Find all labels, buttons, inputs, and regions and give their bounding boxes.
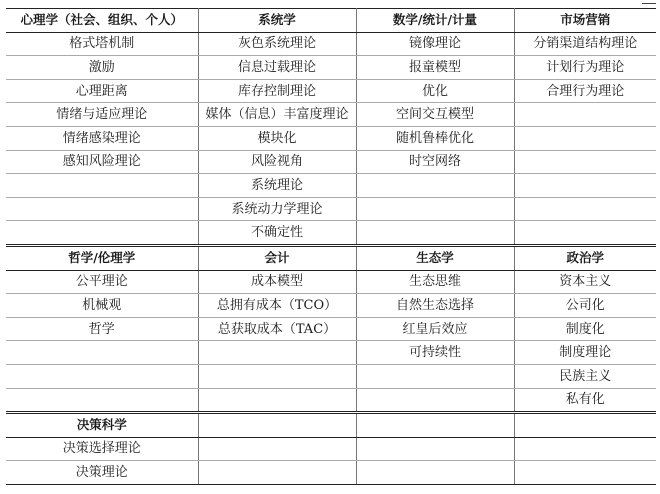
table-row <box>6 461 656 485</box>
table-row <box>6 79 656 103</box>
theory-cell: 报童模型 <box>356 56 514 80</box>
theory-cell: 生态思维 <box>356 270 514 294</box>
theory-cell: 总拥有成本（TCO） <box>198 294 356 318</box>
theory-cell: 信息过载理论 <box>198 56 356 80</box>
theory-cell <box>356 461 514 485</box>
theory-cell: 资本主义 <box>514 270 656 294</box>
theory-cell <box>356 388 514 413</box>
theory-cell: 民族主义 <box>514 364 656 388</box>
discipline-header <box>198 413 356 438</box>
theory-cell: 红皇后效应 <box>356 317 514 341</box>
theory-cell: 灰色系统理论 <box>198 32 356 56</box>
theory-cell: 制度化 <box>514 317 656 341</box>
theory-cell: 格式塔机制 <box>6 32 198 56</box>
theory-cell: 自然生态选择 <box>356 294 514 318</box>
theory-cell: 公司化 <box>514 294 656 318</box>
discipline-header: 生态学 <box>356 245 514 270</box>
discipline-header: 系统学 <box>198 9 356 33</box>
theory-cell: 总获取成本（TAC） <box>198 317 356 341</box>
theory-cell: 可持续性 <box>356 341 514 365</box>
theory-cell: 计划行为理论 <box>514 56 656 80</box>
theory-cell <box>514 174 656 198</box>
theory-cell <box>198 437 356 461</box>
table-row <box>6 270 656 294</box>
theory-cell <box>6 197 198 221</box>
discipline-header: 决策科学 <box>6 413 198 438</box>
theory-cell: 公平理论 <box>6 270 198 294</box>
theory-cell <box>356 197 514 221</box>
theory-cell: 制度理论 <box>514 341 656 365</box>
theory-cell: 优化 <box>356 79 514 103</box>
header-row <box>6 245 656 270</box>
theory-cell <box>198 388 356 413</box>
table-row <box>6 221 656 246</box>
discipline-header: 数学/统计/计量 <box>356 9 514 33</box>
table-row <box>6 341 656 365</box>
table-row <box>6 364 656 388</box>
theory-cell: 成本模型 <box>198 270 356 294</box>
discipline-header: 心理学（社会、组织、个人） <box>6 9 198 33</box>
theory-classification-table <box>6 8 656 485</box>
theory-cell <box>356 221 514 246</box>
theory-cell <box>198 461 356 485</box>
theory-cell <box>514 103 656 127</box>
theory-cell: 分销渠道结构理论 <box>514 32 656 56</box>
page-corner-mark <box>642 0 656 4</box>
theory-cell <box>6 221 198 246</box>
theory-cell: 感知风险理论 <box>6 150 198 174</box>
theory-cell <box>6 174 198 198</box>
table-row <box>6 126 656 150</box>
theory-cell <box>6 341 198 365</box>
theory-cell: 模块化 <box>198 126 356 150</box>
theory-cell <box>356 364 514 388</box>
table-row <box>6 388 656 413</box>
theory-cell: 决策理论 <box>6 461 198 485</box>
discipline-header: 会计 <box>198 245 356 270</box>
theory-cell: 媒体（信息）丰富度理论 <box>198 103 356 127</box>
theory-cell <box>356 437 514 461</box>
theory-cell: 不确定性 <box>198 221 356 246</box>
theory-cell <box>514 461 656 485</box>
table-row <box>6 103 656 127</box>
theory-cell <box>514 150 656 174</box>
table-row <box>6 437 656 461</box>
theory-cell: 空间交互模型 <box>356 103 514 127</box>
theory-cell: 情绪与适应理论 <box>6 103 198 127</box>
theory-cell <box>198 364 356 388</box>
theory-cell: 时空网络 <box>356 150 514 174</box>
theory-cell <box>514 221 656 246</box>
table-row <box>6 56 656 80</box>
theory-cell <box>6 388 198 413</box>
theory-cell: 镜像理论 <box>356 32 514 56</box>
table-row <box>6 317 656 341</box>
theory-cell <box>514 126 656 150</box>
discipline-header <box>356 413 514 438</box>
theory-cell <box>514 197 656 221</box>
theory-cell: 系统动力学理论 <box>198 197 356 221</box>
table-row <box>6 150 656 174</box>
theory-cell: 心理距离 <box>6 79 198 103</box>
theory-cell: 哲学 <box>6 317 198 341</box>
theory-cell: 情绪感染理论 <box>6 126 198 150</box>
theory-cell: 决策选择理论 <box>6 437 198 461</box>
theory-cell: 随机鲁棒优化 <box>356 126 514 150</box>
table-body <box>6 9 656 485</box>
theory-cell: 激励 <box>6 56 198 80</box>
theory-cell: 系统理论 <box>198 174 356 198</box>
discipline-header: 政治学 <box>514 245 656 270</box>
table-row <box>6 32 656 56</box>
theory-cell: 风险视角 <box>198 150 356 174</box>
theory-cell <box>514 437 656 461</box>
discipline-header: 哲学/伦理学 <box>6 245 198 270</box>
theory-cell <box>198 341 356 365</box>
discipline-header <box>514 413 656 438</box>
table-row <box>6 174 656 198</box>
theory-cell: 私有化 <box>514 388 656 413</box>
theory-cell <box>6 364 198 388</box>
table-row <box>6 197 656 221</box>
theory-cell <box>356 174 514 198</box>
theory-cell: 库存控制理论 <box>198 79 356 103</box>
header-row <box>6 413 656 438</box>
header-row <box>6 9 656 33</box>
table-row <box>6 294 656 318</box>
theory-cell: 合理行为理论 <box>514 79 656 103</box>
theory-cell: 机械观 <box>6 294 198 318</box>
discipline-header: 市场营销 <box>514 9 656 33</box>
